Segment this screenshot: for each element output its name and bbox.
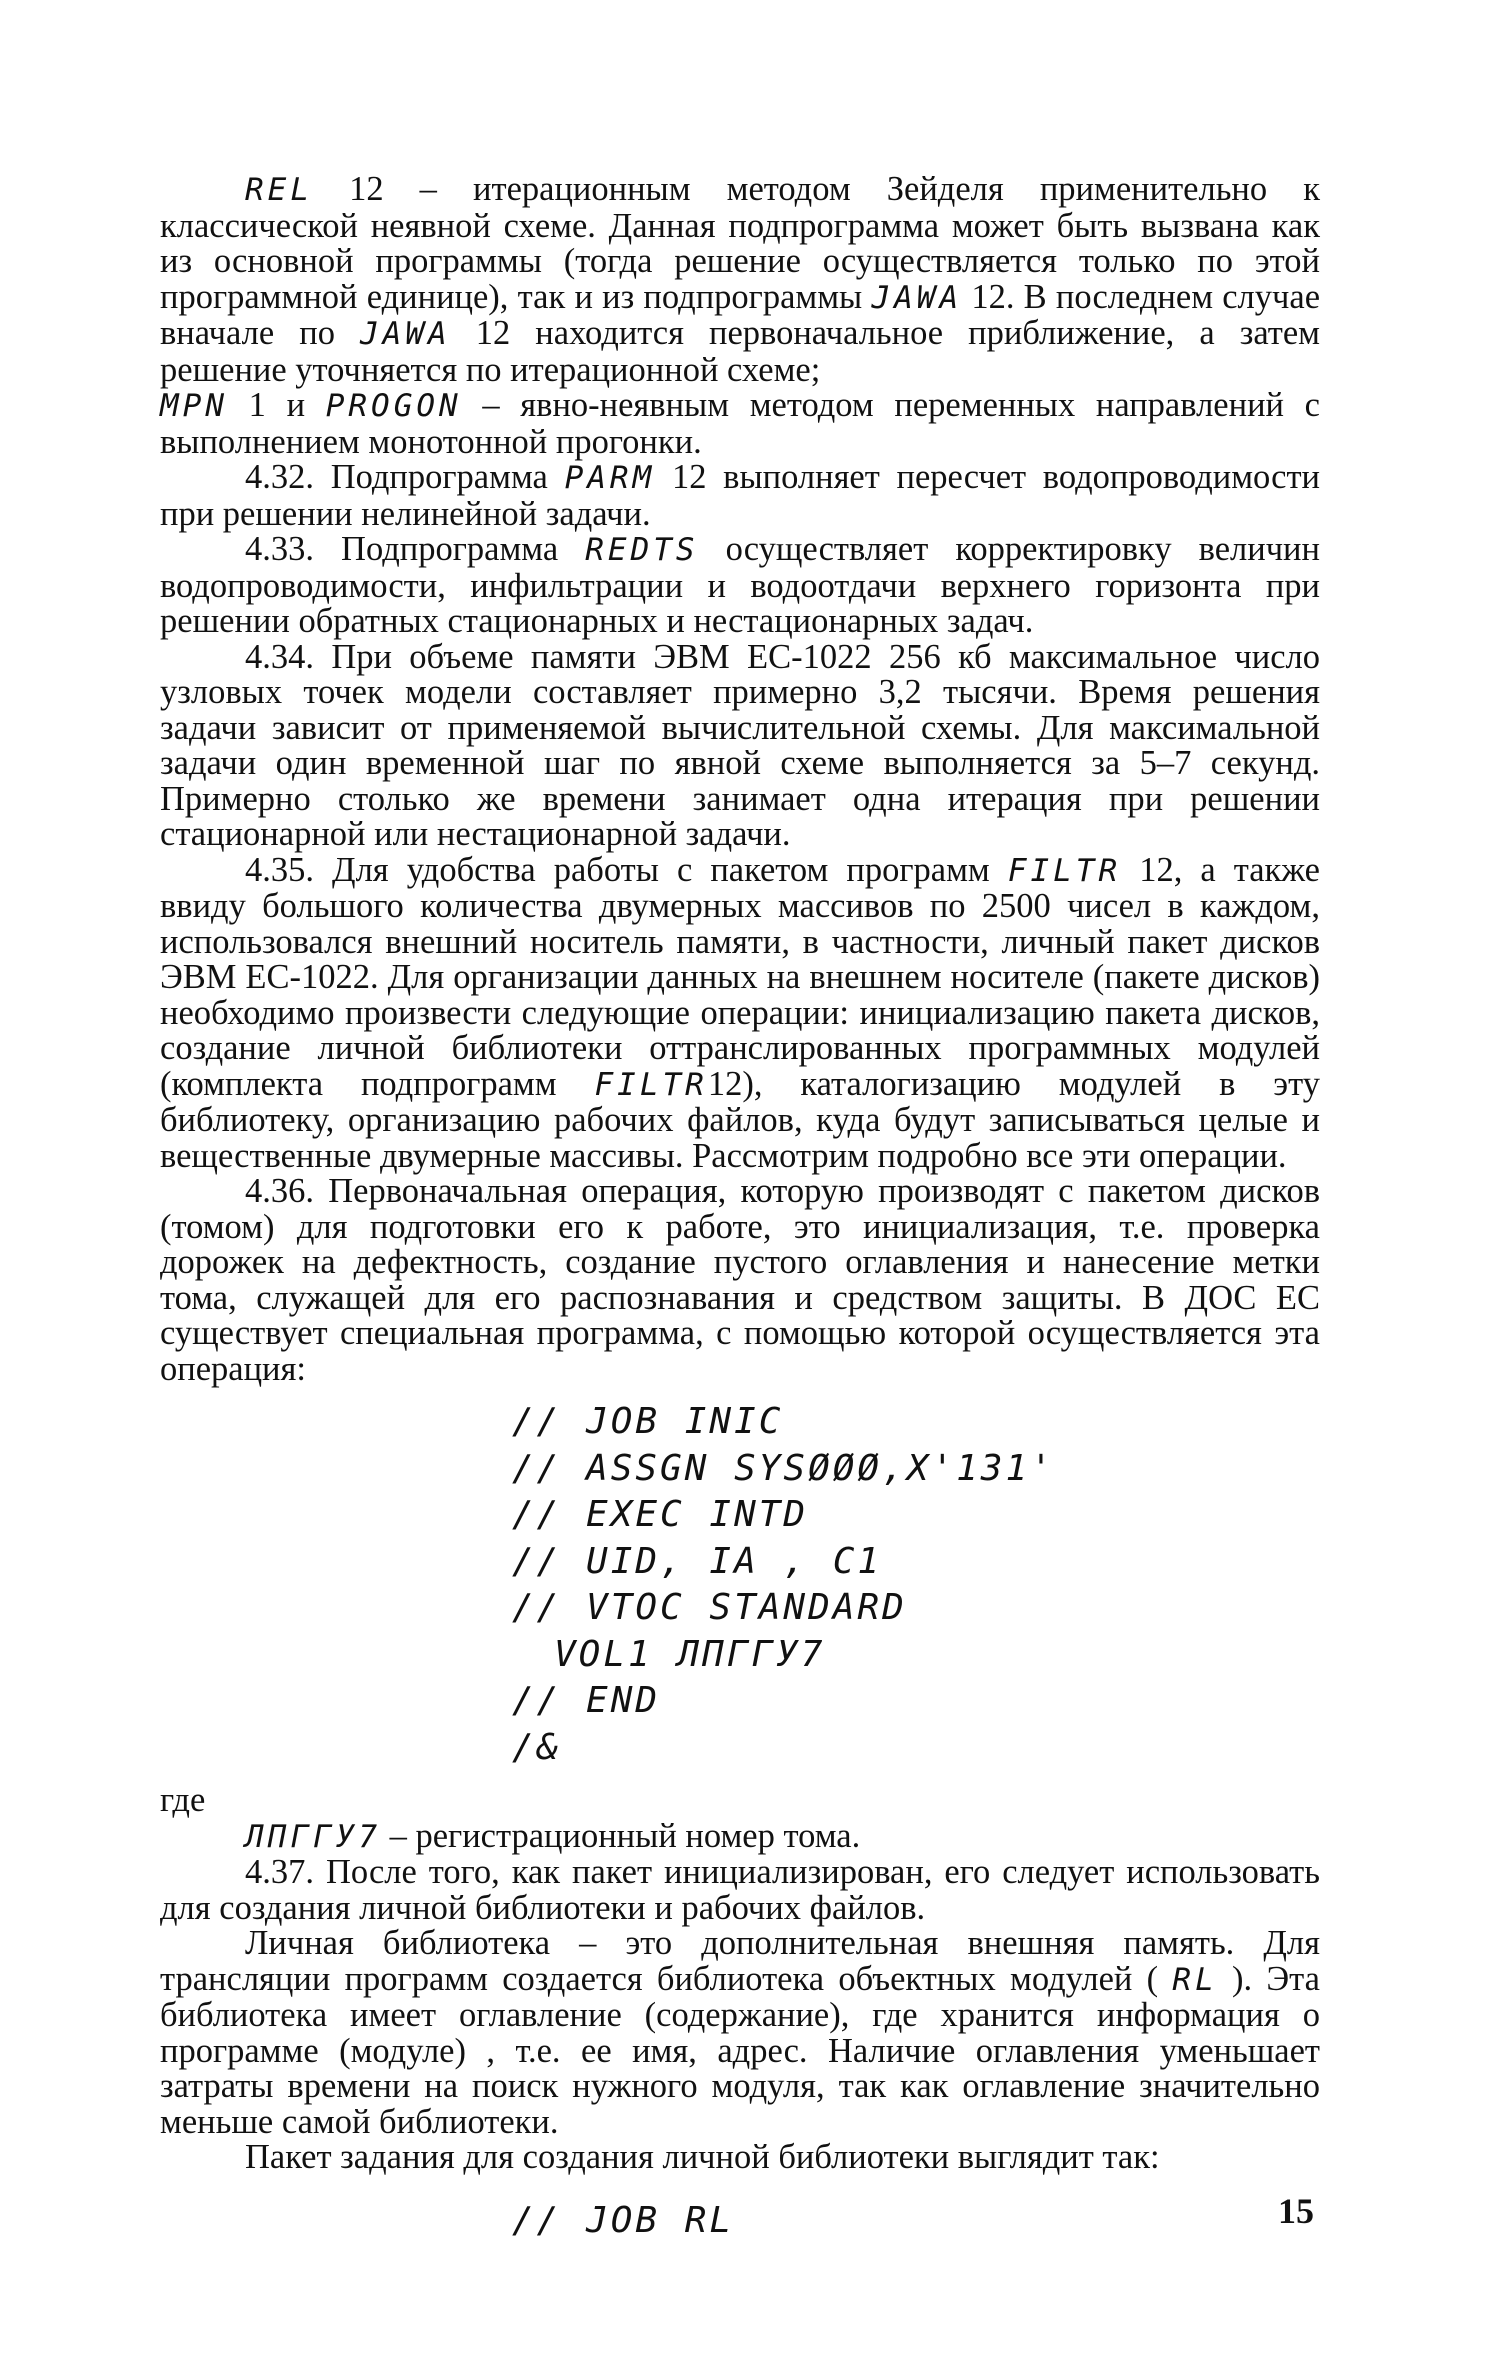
paragraph-text: 12. В последнем случае вначале по [160, 277, 1321, 352]
code-line: // UID, IA , C1 [512, 1540, 883, 1582]
paragraph-text: 4.37. После того, как пакет инициализирован, его следует использовать для создания личной библиотеки и рабочих файлов. [160, 1853, 1320, 1927]
paragraph-text: 12, а также ввиду большого количества двумерных массивов по 2500 чисел в каждом, использовался внешний носитель памяти, в частности, личный пакет дисков ЭВМ ЕС-1022. Для организации данных на внешнем носителе (пакете дисков) необходимо произвести следующие операции: инициализацию пакета дисков, создание личной библиотеки оттранслированных программных модулей (комплекта подпрограмм [160, 850, 1320, 1103]
program-name: FILTR [1007, 852, 1122, 889]
program-name: REL [245, 172, 313, 208]
paragraph-text: 12 – итерационным методом Зейделя применительно к классической неявной схеме. Данная подпрограмма может быть вызвана как из основной программы (тогда решение осуществляется только по этой программной единице), так и из подпрограммы [160, 170, 1320, 316]
paragraph-library [160, 1926, 1320, 2140]
code-line: // JOB RL [512, 2199, 735, 2241]
program-name: JAWA [871, 279, 963, 316]
paragraph-text: 12 выполняет пересчет водопроводимости при решении нелинейной задачи. [160, 458, 1320, 533]
paragraph-4-35 [160, 850, 1320, 1175]
paragraph-4-34 [160, 637, 1320, 853]
program-name: RL [1172, 1961, 1218, 1998]
paragraph-text: 4.36. Первоначальная операция, которую производят с пакетом дисков (томом) для подготовки его к работе, это инициализация, т.е. проверка дорожек на дефектность, создание пустого оглавления и нанесение метки тома, служащей для его распознавания и средством защиты. В ДОС ЕС существует специальная программа, с помощью которой осуществляется эта операция: [160, 1172, 1320, 1388]
program-name: PROGON [325, 388, 462, 424]
paragraph-text: 4.35. Для удобства работы с пакетом программ [245, 850, 1008, 889]
paragraph-4-37 [160, 1855, 1320, 1926]
paragraph-text: 4.33. Подпрограмма [245, 530, 586, 568]
program-name: PARM [564, 460, 656, 496]
code-block-init [512, 1399, 1320, 1771]
code-line: // EXEC INTD [512, 1494, 809, 1535]
code-line: // ASSGN SYSØØØ,X'131' [512, 1447, 1055, 1489]
volume-label: ЛПГГУ7 [245, 1818, 381, 1855]
paragraph-text: 12 находится первоначальное приближение, а затем решение уточняется по итерационной схеме; [160, 314, 1320, 389]
paragraph-text: 4.34. При объеме памяти ЭВМ ЕС-1022 256 кб максимальное число узловых точек модели составляет примерно 3,2 тысячи. Время решения задачи зависит от применяемой вычислительной схемы. Для максимальной задачи один временной шаг по явной схеме выполняется за 5–7 секунд. Примерно столько же времени занимает одна итерация при решении стационарной или нестационарной задачи. [160, 637, 1320, 853]
paragraph-volume-label [160, 1816, 1320, 1856]
paragraph-text: ). Эта библиотека имеет оглавление (содержание), где хранится информация о программе (модуле) , т.е. ее имя, адрес. Наличие оглавления уменьшает затраты времени на поиск нужного модуля, так как оглавление значительно меньше самой библиотеки. [160, 1959, 1320, 2141]
program-name: FILTR [594, 1066, 708, 1103]
paragraph-text: 4.32. Подпрограмма [245, 458, 565, 496]
paragraph-4-32 [160, 460, 1320, 532]
program-name: REDTS [585, 532, 699, 568]
code-line: /& [512, 1726, 562, 1768]
page-number: 15 [1278, 2191, 1314, 2231]
program-name: MPN [160, 388, 228, 424]
paragraph-mpn [160, 388, 1320, 460]
paragraph-text: Личная библиотека – это дополнительная внешняя память. Для трансляции программ создается библиотека объектных модулей ( [160, 1924, 1320, 1998]
paragraph-text: – явно-неявным методом переменных направлений с выполнением монотонной прогонки. [160, 386, 1320, 461]
paragraph-job-package [160, 2140, 1320, 2176]
paragraph-text: осуществляет корректировку величин водопроводимости, инфильтрации и водоотдачи верхнего горизонта при решении обратных стационарных и нестационарных задач. [160, 530, 1320, 640]
paragraph-text: 1 и [228, 386, 326, 424]
code-line: // END [512, 1680, 661, 1721]
paragraph-text: Пакет задания для создания личной библиотеки выглядит так: [245, 2138, 1160, 2176]
paragraph-4-33 [160, 532, 1320, 640]
code-line: // JOB INIC [512, 1401, 784, 1442]
where-label: где [160, 1781, 206, 1819]
code-line: VOL1 ЛПГГУ7 [554, 1633, 826, 1675]
body-text [160, 172, 1320, 2244]
paragraph-rel [160, 172, 1320, 388]
paragraph-4-36 [160, 1174, 1320, 1387]
code-line: // VTOC STANDARD [512, 1587, 907, 1628]
program-name: JAWA [360, 316, 451, 352]
paragraph-text: 12), каталогизацию модулей в эту библиотеку, организацию рабочих файлов, куда будут записываться целые и вещественные двумерные массивы. Рассмотрим подробно все эти операции. [160, 1064, 1320, 1175]
paragraph-text: – регистрационный номер тома. [380, 1816, 861, 1855]
code-block-rl [512, 2198, 1320, 2245]
